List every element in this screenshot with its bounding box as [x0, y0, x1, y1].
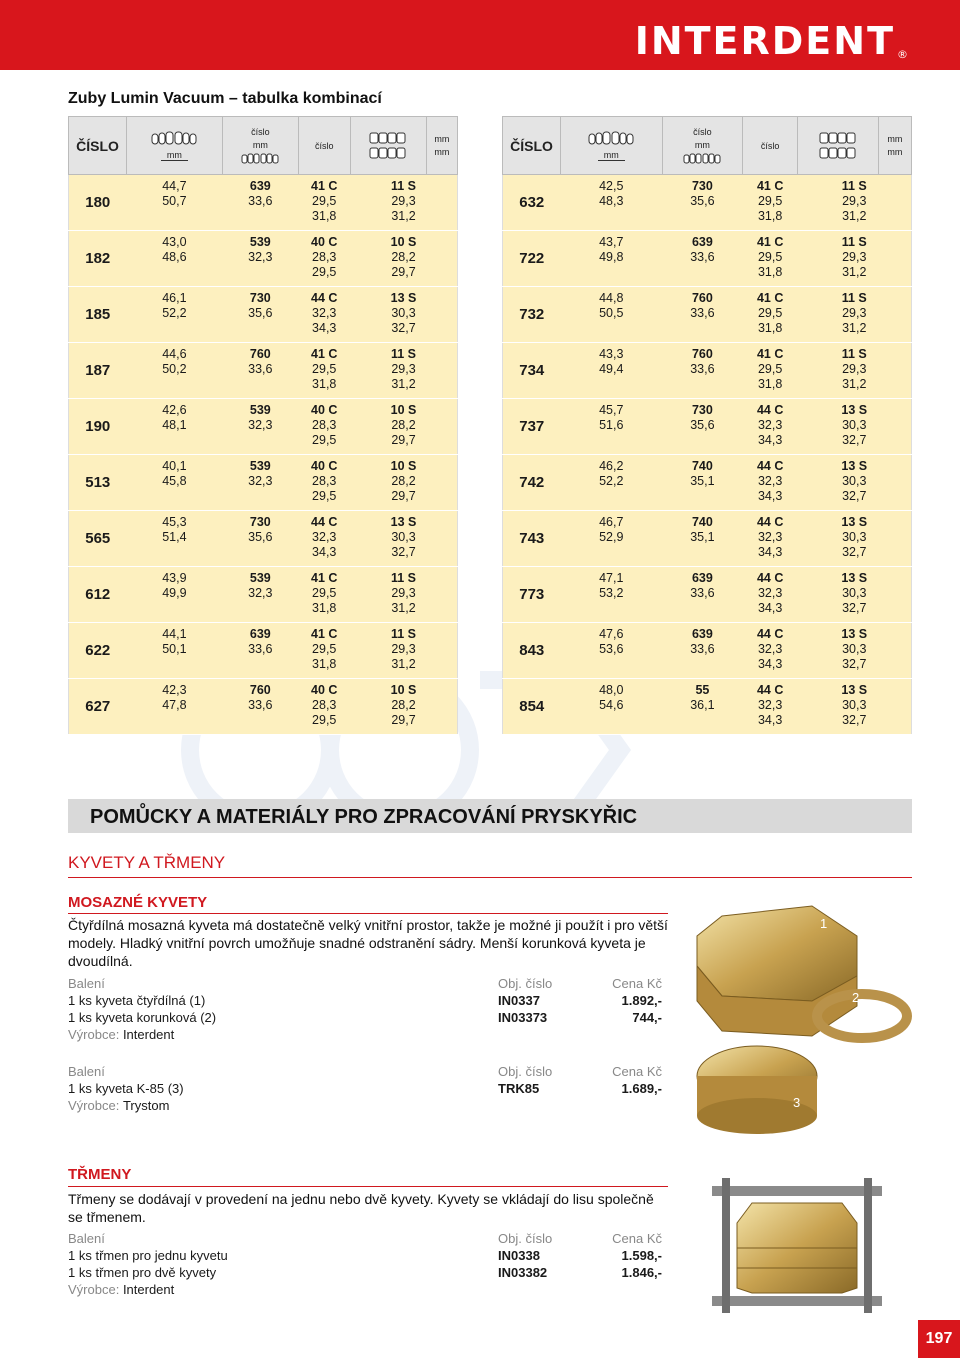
molar-lower-icon: [819, 147, 857, 159]
table-row: [69, 175, 458, 231]
cell-mould: 55 36,1: [662, 679, 743, 735]
cell-posterior-c: 44 C 32,3 34,3: [743, 455, 798, 511]
table-row: [69, 511, 458, 567]
product-row: 1 ks třmen pro jednu kyvetu IN0338 1.598,-: [68, 1248, 662, 1263]
cell-posterior-c: 41 C 29,5 31,8: [743, 343, 798, 399]
col-header-mould: [662, 117, 743, 175]
product-row: 1 ks kyveta korunková (2) IN03373 744,-: [68, 1010, 662, 1025]
maker-row: Výrobce: Interdent: [68, 1282, 175, 1297]
cell-front-mm: 42,3 47,8: [127, 679, 223, 735]
cell-number: 627: [69, 679, 127, 735]
table-row: [503, 623, 912, 679]
cell-mould: 639 33,6: [222, 623, 298, 679]
page-number: 197: [918, 1320, 960, 1358]
cell-posterior-c: 41 C 29,5 31,8: [298, 175, 350, 231]
table-row: [69, 343, 458, 399]
cell-front-mm: 44,7 50,7: [127, 175, 223, 231]
cell-posterior-s: 11 S 29,3 31,2: [798, 175, 912, 231]
table-row: [503, 343, 912, 399]
col-header-mm: mm mm: [426, 117, 457, 175]
cell-mould: 740 35,1: [662, 511, 743, 567]
product-list-trmeny: [68, 1230, 662, 1298]
front-teeth-icon: [587, 131, 635, 147]
col-header-cislo: ČÍSLO: [69, 117, 127, 175]
table-row: [69, 623, 458, 679]
mm-label: mm: [161, 150, 188, 161]
cell-number: 622: [69, 623, 127, 679]
cell-number: 732: [503, 287, 561, 343]
cell-posterior-s: 10 S 28,2 29,7: [350, 679, 457, 735]
cell-number: 854: [503, 679, 561, 735]
table-row: [503, 567, 912, 623]
col-header-posterior-s: [798, 117, 879, 175]
cell-posterior-s: 11 S 29,3 31,2: [798, 343, 912, 399]
front-teeth-small-icon: [683, 153, 721, 165]
maker-row: Výrobce: Interdent: [68, 1027, 175, 1042]
front-teeth-icon: [150, 131, 198, 147]
table-row: [503, 231, 912, 287]
cell-number: 190: [69, 399, 127, 455]
photo-label-3: 3: [793, 1095, 801, 1110]
molar-lower-icon: [369, 147, 407, 159]
cell-number: 187: [69, 343, 127, 399]
col-header-posterior-s: [350, 117, 426, 175]
cell-mould: 730 35,6: [662, 399, 743, 455]
trmeny-divider: [68, 1186, 668, 1187]
cislo-label: číslo: [251, 126, 270, 137]
cell-number: 843: [503, 623, 561, 679]
cell-mould: 730 35,6: [662, 175, 743, 231]
table-row: [69, 455, 458, 511]
cell-front-mm: 45,7 51,6: [561, 399, 663, 455]
product-row: 1 ks kyveta čtyřdílná (1) IN0337 1.892,-: [68, 993, 662, 1008]
cell-posterior-c: 41 C 29,5 31,8: [743, 287, 798, 343]
table-row: [503, 455, 912, 511]
cell-posterior-c: 44 C 32,3 34,3: [743, 567, 798, 623]
cell-front-mm: 44,8 50,5: [561, 287, 663, 343]
cell-posterior-c: 44 C 32,3 34,3: [298, 287, 350, 343]
cell-number: 612: [69, 567, 127, 623]
table-row: [503, 679, 912, 735]
table-row: [69, 231, 458, 287]
cell-posterior-c: 44 C 32,3 34,3: [298, 511, 350, 567]
section-title: POMŮCKY A MATERIÁLY PRO ZPRACOVÁNÍ PRYSKYŘIC: [90, 806, 638, 828]
top-brand-bar: [0, 0, 960, 70]
col-header-front-teeth: [127, 117, 223, 175]
cell-mould: 639 33,6: [662, 231, 743, 287]
cell-posterior-c: 41 C 29,5 31,8: [743, 231, 798, 287]
cell-posterior-s: 13 S 30,3 32,7: [350, 287, 457, 343]
cell-posterior-c: 41 C 29,5 31,8: [298, 623, 350, 679]
cislo-label: číslo: [693, 126, 712, 137]
cell-posterior-s: 10 S 28,2 29,7: [350, 231, 457, 287]
cell-mould: 730 35,6: [222, 287, 298, 343]
col-header-mm: mm mm: [878, 117, 911, 175]
cell-number: 742: [503, 455, 561, 511]
cell-number: 513: [69, 455, 127, 511]
cell-posterior-c: 40 C 28,3 29,5: [298, 455, 350, 511]
cell-number: 182: [69, 231, 127, 287]
cell-number: 722: [503, 231, 561, 287]
product-header-row: Balení Obj. číslo Cena Kč: [68, 1064, 662, 1079]
cell-posterior-s: 11 S 29,3 31,2: [798, 231, 912, 287]
table-row: [69, 679, 458, 735]
cell-front-mm: 46,2 52,2: [561, 455, 663, 511]
cell-mould: 760 33,6: [662, 343, 743, 399]
photo-label-1: 1: [820, 916, 828, 931]
cell-posterior-s: 13 S 30,3 32,7: [798, 567, 912, 623]
col-header-front-teeth: [561, 117, 663, 175]
cell-mould: 639 33,6: [662, 623, 743, 679]
cell-front-mm: 40,1 45,8: [127, 455, 223, 511]
cell-mould: 539 32,3: [222, 455, 298, 511]
cell-posterior-c: 40 C 28,3 29,5: [298, 231, 350, 287]
cell-mould: 740 35,1: [662, 455, 743, 511]
cell-posterior-s: 11 S 29,3 31,2: [798, 287, 912, 343]
cell-number: 185: [69, 287, 127, 343]
cell-posterior-s: 13 S 30,3 32,7: [798, 623, 912, 679]
product-header-row: Balení Obj. číslo Cena Kč: [68, 1231, 662, 1246]
cell-posterior-s: 11 S 29,3 31,2: [350, 623, 457, 679]
cell-posterior-c: 41 C 29,5 31,8: [298, 567, 350, 623]
cell-posterior-s: 13 S 30,3 32,7: [798, 679, 912, 735]
cell-posterior-s: 11 S 29,3 31,2: [350, 343, 457, 399]
cell-posterior-c: 41 C 29,5 31,8: [298, 343, 350, 399]
cell-front-mm: 46,7 52,9: [561, 511, 663, 567]
mosazne-heading: MOSAZNÉ KYVETY: [68, 894, 208, 911]
combination-table-left: [68, 116, 458, 735]
cell-number: 734: [503, 343, 561, 399]
cell-front-mm: 43,0 48,6: [127, 231, 223, 287]
mm-label: mm: [252, 139, 268, 150]
col-header-posterior-c: číslo: [298, 117, 350, 175]
page-title: Zuby Lumin Vacuum – tabulka kombinací: [68, 90, 382, 107]
cell-front-mm: 46,1 52,2: [127, 287, 223, 343]
table-row: [503, 287, 912, 343]
cell-posterior-c: 41 C 29,5 31,8: [743, 175, 798, 231]
cell-front-mm: 43,3 49,4: [561, 343, 663, 399]
cell-posterior-c: 44 C 32,3 34,3: [743, 623, 798, 679]
cell-posterior-c: 40 C 28,3 29,5: [298, 399, 350, 455]
cell-mould: 539 32,3: [222, 399, 298, 455]
mosazne-description: Čtyřdílná mosazná kyveta má dostatečně velký vnitřní prostor, takže je možné ji použít i pro větší modely. Hladký vnitřní povrch umožňuje snadné odstranění sádry. Menší korunková kyveta je dvoudílná.: [68, 917, 668, 969]
cell-number: 632: [503, 175, 561, 231]
cell-mould: 730 35,6: [222, 511, 298, 567]
molar-upper-icon: [819, 132, 857, 144]
cell-number: 743: [503, 511, 561, 567]
cell-front-mm: 42,6 48,1: [127, 399, 223, 455]
trmeny-heading: TŘMENY: [68, 1166, 132, 1183]
table-row: [69, 287, 458, 343]
cell-front-mm: 44,6 50,2: [127, 343, 223, 399]
cell-mould: 760 33,6: [222, 679, 298, 735]
cell-front-mm: 45,3 51,4: [127, 511, 223, 567]
cell-front-mm: 44,1 50,1: [127, 623, 223, 679]
cell-mould: 539 32,3: [222, 231, 298, 287]
cell-mould: 639 33,6: [222, 175, 298, 231]
cell-posterior-s: 10 S 28,2 29,7: [350, 455, 457, 511]
col-header-mould: [222, 117, 298, 175]
press-photo: [682, 1168, 912, 1318]
cell-number: 773: [503, 567, 561, 623]
table-row: [503, 511, 912, 567]
cell-mould: 539 32,3: [222, 567, 298, 623]
cell-posterior-c: 44 C 32,3 34,3: [743, 399, 798, 455]
kyvety-divider: [68, 877, 912, 878]
cell-posterior-s: 10 S 28,2 29,7: [350, 399, 457, 455]
mosazne-divider: [68, 913, 668, 914]
cell-posterior-s: 11 S 29,3 31,2: [350, 175, 457, 231]
cell-posterior-s: 13 S 30,3 32,7: [350, 511, 457, 567]
product-header-row: Balení Obj. číslo Cena Kč: [68, 976, 662, 991]
cell-number: 180: [69, 175, 127, 231]
table-row: [69, 567, 458, 623]
kyvety-heading: KYVETY A TŘMENY: [68, 853, 226, 872]
product-list-mosazne-1: [68, 975, 662, 1043]
trmeny-description: Třmeny se dodávají v provedení na jednu nebo dvě kyvety. Kyvety se vkládají do lisu společně se třmenem.: [68, 1191, 654, 1225]
mm-label: mm: [694, 139, 710, 150]
cell-mould: 760 33,6: [222, 343, 298, 399]
cell-mould: 639 33,6: [662, 567, 743, 623]
combination-table-right: [502, 116, 912, 735]
product-row: 1 ks kyveta K-85 (3) TRK85 1.689,-: [68, 1081, 662, 1096]
cell-posterior-c: 40 C 28,3 29,5: [298, 679, 350, 735]
brand-logo: INTERDENT ®: [634, 19, 910, 63]
maker-row: Výrobce: Trystom: [68, 1098, 170, 1113]
cell-front-mm: 47,6 53,6: [561, 623, 663, 679]
cell-front-mm: 42,5 48,3: [561, 175, 663, 231]
molar-upper-icon: [369, 132, 407, 144]
product-list-mosazne-2: [68, 1063, 662, 1114]
cell-front-mm: 43,9 49,9: [127, 567, 223, 623]
table-row: [503, 175, 912, 231]
mm-label: mm: [598, 150, 625, 161]
cell-posterior-s: 11 S 29,3 31,2: [350, 567, 457, 623]
table-row: [503, 399, 912, 455]
col-header-posterior-c: číslo: [743, 117, 798, 175]
product-row: 1 ks třmen pro dvě kyvety IN03382 1.846,-: [68, 1265, 662, 1280]
cell-mould: 760 33,6: [662, 287, 743, 343]
cell-number: 565: [69, 511, 127, 567]
front-teeth-small-icon: [241, 153, 279, 165]
cell-posterior-c: 44 C 32,3 34,3: [743, 511, 798, 567]
table-row: [69, 399, 458, 455]
col-header-cislo: ČÍSLO: [503, 117, 561, 175]
cell-posterior-s: 13 S 30,3 32,7: [798, 455, 912, 511]
cell-front-mm: 43,7 49,8: [561, 231, 663, 287]
photo-label-2: 2: [852, 990, 860, 1005]
cell-posterior-s: 13 S 30,3 32,7: [798, 511, 912, 567]
cell-posterior-s: 13 S 30,3 32,7: [798, 399, 912, 455]
cell-posterior-c: 44 C 32,3 34,3: [743, 679, 798, 735]
cell-number: 737: [503, 399, 561, 455]
cell-front-mm: 48,0 54,6: [561, 679, 663, 735]
cell-front-mm: 47,1 53,2: [561, 567, 663, 623]
